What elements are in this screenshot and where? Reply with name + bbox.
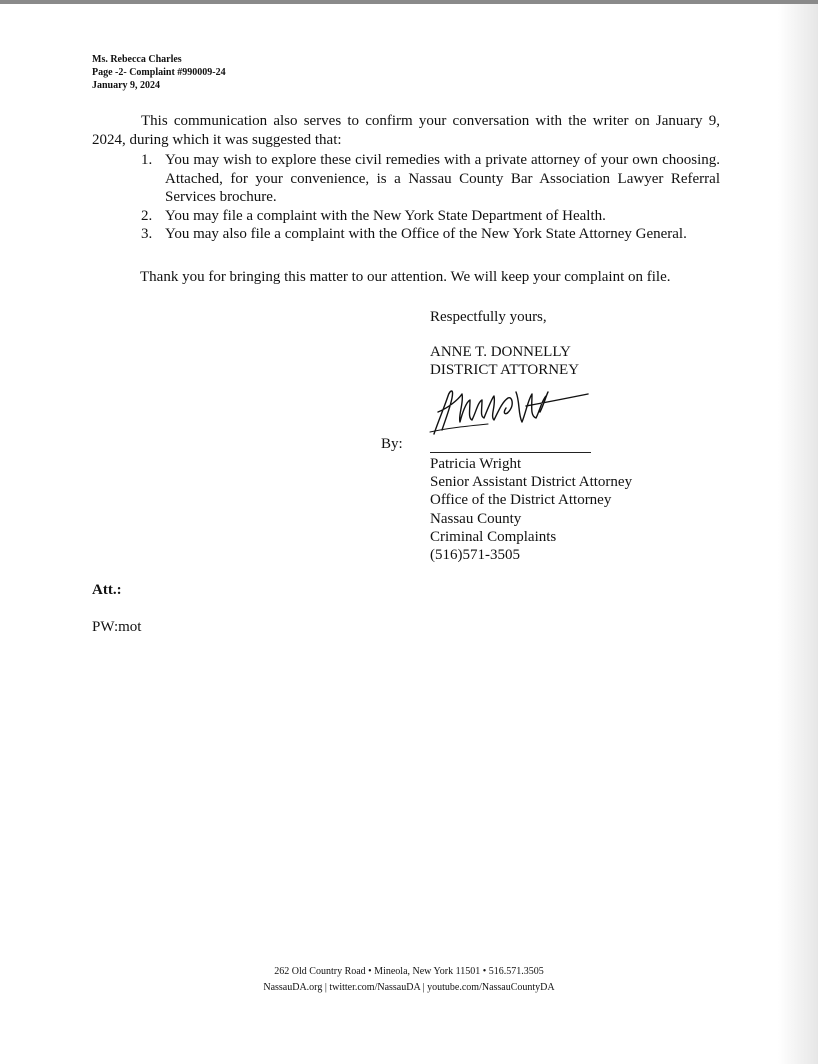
page-edge-shadow — [778, 4, 818, 1064]
paragraph-1-text: This communication also serves to confirm your conversation with the writer on January 9, 2024, during which it was suggested that: — [92, 113, 720, 148]
list-item — [139, 207, 720, 226]
window-top-border — [0, 0, 818, 4]
list-item-text: You may file a complaint with the New York State Department of Health. — [165, 207, 606, 224]
page-reference: Page -2- Complaint #990009-24 — [92, 67, 226, 78]
letter-date: January 9, 2024 — [92, 80, 161, 91]
list-item-text: You may also file a complaint with the Office of the New York State Attorney General. — [165, 226, 687, 243]
closing-salutation: Respectfully yours, — [430, 309, 547, 325]
body-paragraph-2: Thank you for bringing this matter to our attention. We will keep your complaint on file. — [140, 269, 671, 285]
footer-links: NassauDA.org | twitter.com/NassauDA | youtube.com/NassauCountyDA — [263, 982, 555, 993]
da-name: ANNE T. DONNELLY — [430, 344, 571, 360]
signer-county: Nassau County — [430, 510, 522, 527]
letter-header — [92, 53, 226, 92]
reference-initials: PW:mot — [92, 619, 142, 635]
list-item — [139, 225, 720, 244]
footer-address: 262 Old Country Road • Mineola, New York 11501 • 516.571.3505 — [274, 966, 544, 977]
handwritten-signature — [428, 382, 593, 440]
district-attorney-block — [430, 343, 579, 379]
signer-phone: (516)571-3505 — [430, 547, 520, 564]
by-label: By: — [381, 436, 403, 452]
signature-line — [430, 452, 591, 453]
list-item — [139, 151, 720, 207]
list-number: 3. — [141, 226, 153, 243]
body-paragraph-1 — [92, 112, 720, 149]
signer-office: Office of the District Attorney — [430, 492, 612, 509]
list-number: 2. — [141, 207, 153, 224]
signer-title: Senior Assistant District Attorney — [430, 474, 633, 491]
recipient-name: Ms. Rebecca Charles — [92, 54, 182, 65]
signer-department: Criminal Complaints — [430, 528, 557, 545]
da-title: DISTRICT ATTORNEY — [430, 362, 580, 379]
signer-name: Patricia Wright — [430, 456, 522, 472]
list-number: 1. — [141, 152, 153, 168]
list-item-text: You may wish to explore these civil remedies with a private attorney of your own choosing. Attached, for your convenience, is a Nassau County Bar Association Lawyer Referral Services brochure. — [165, 152, 720, 206]
attachments-label: Att.: — [92, 582, 122, 598]
suggestions-list — [139, 151, 720, 244]
signer-block — [430, 455, 632, 564]
